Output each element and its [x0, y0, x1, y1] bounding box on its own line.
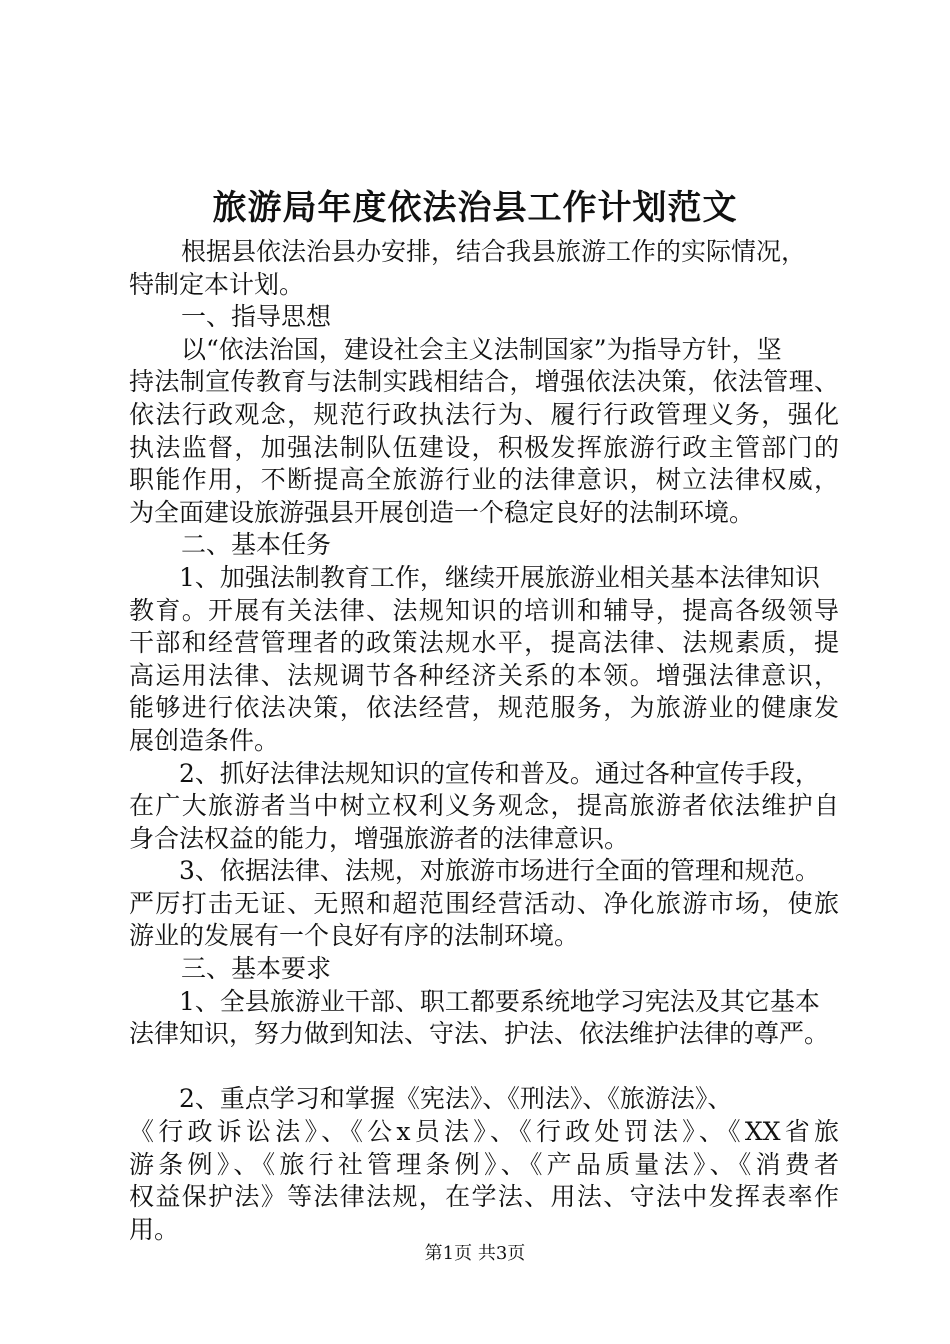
paragraph-line: 1、加强法制教育工作，继续开展旅游业相关基本法律知识	[179, 562, 820, 592]
paragraph-line: 权益保护法》等法律法规，在学法、用法、守法中发挥表率作	[129, 1182, 839, 1212]
paragraph-line: 2、抓好法律法规知识的宣传和普及。通过各种宣传手段，	[179, 758, 820, 788]
paragraph-line: 1、全县旅游业干部、职工都要系统地学习宪法及其它基本	[179, 986, 820, 1016]
paragraph-line: 2、重点学习和掌握《宪法》、《刑法》、《旅游法》、	[179, 1084, 733, 1114]
document-body	[129, 236, 839, 1246]
paragraph-line: 严厉打击无证、无照和超范围经营活动、净化旅游市场，使旅	[129, 888, 839, 918]
paragraph-line: 高运用法律、法规调节各种经济关系的本领。增强法律意识，	[129, 660, 839, 690]
paragraph-line: 持法制宣传教育与法制实践相结合，增强依法决策，依法管理、	[129, 367, 839, 397]
paragraph-line: 法律知识，努力做到知法、守法、护法、依法维护法律的尊严。	[129, 1019, 830, 1049]
paragraph-line: 根据县依法治县办安排，结合我县旅游工作的实际情况，	[181, 237, 807, 266]
paragraph-line: 职能作用，不断提高全旅游行业的法律意识，树立法律权威，	[129, 465, 839, 495]
page-footer: 第1页 共3页	[424, 1243, 526, 1264]
paragraph-line: 为全面建设旅游强县开展创造一个稳定良好的法制环境。	[129, 497, 755, 527]
paragraph-line: 干部和经营管理者的政策法规水平，提高法律、法规素质，提	[129, 628, 839, 658]
paragraph-line: 游条例》、《旅行社管理条例》、《产品质量法》、《消费者	[129, 1149, 839, 1179]
section-heading: 一、指导思想	[181, 302, 332, 332]
blank-line	[129, 1051, 839, 1084]
section-heading: 三、基本要求	[181, 954, 332, 984]
paragraph-line: 3、依据法律、法规，对旅游市场进行全面的管理和规范。	[179, 856, 820, 886]
paragraph-line: 教育。开展有关法律、法规知识的培训和辅导，提高各级领导	[129, 595, 839, 625]
document-title: 旅游局年度依法治县工作计划范文	[212, 188, 738, 228]
paragraph-line: 能够进行依法决策，依法经营，规范服务，为旅游业的健康发	[129, 693, 839, 723]
paragraph-line: 特制定本计划。	[129, 269, 305, 299]
paragraph-line: 展创造条件。	[129, 725, 280, 755]
paragraph-line: 以“依法治国，建设社会主义法制国家”为指导方针，坚	[181, 334, 782, 364]
paragraph-line: 用。	[129, 1214, 180, 1244]
paragraph-line: 游业的发展有一个良好有序的法制环境。	[129, 921, 580, 951]
section-heading: 二、基本任务	[181, 530, 332, 560]
paragraph-line: 在广大旅游者当中树立权利义务观念，提高旅游者依法维护自	[129, 791, 839, 821]
paragraph-line: 依法行政观念，规范行政执法行为、履行行政管理义务，强化	[129, 399, 839, 429]
paragraph-line: 执法监督，加强法制队伍建设，积极发挥旅游行政主管部门的	[129, 432, 839, 462]
paragraph-line: 《行政诉讼法》、《公x员法》、《行政处罚法》、《XX省旅	[129, 1117, 839, 1147]
paragraph-line: 身合法权益的能力，增强旅游者的法律意识。	[129, 823, 630, 853]
